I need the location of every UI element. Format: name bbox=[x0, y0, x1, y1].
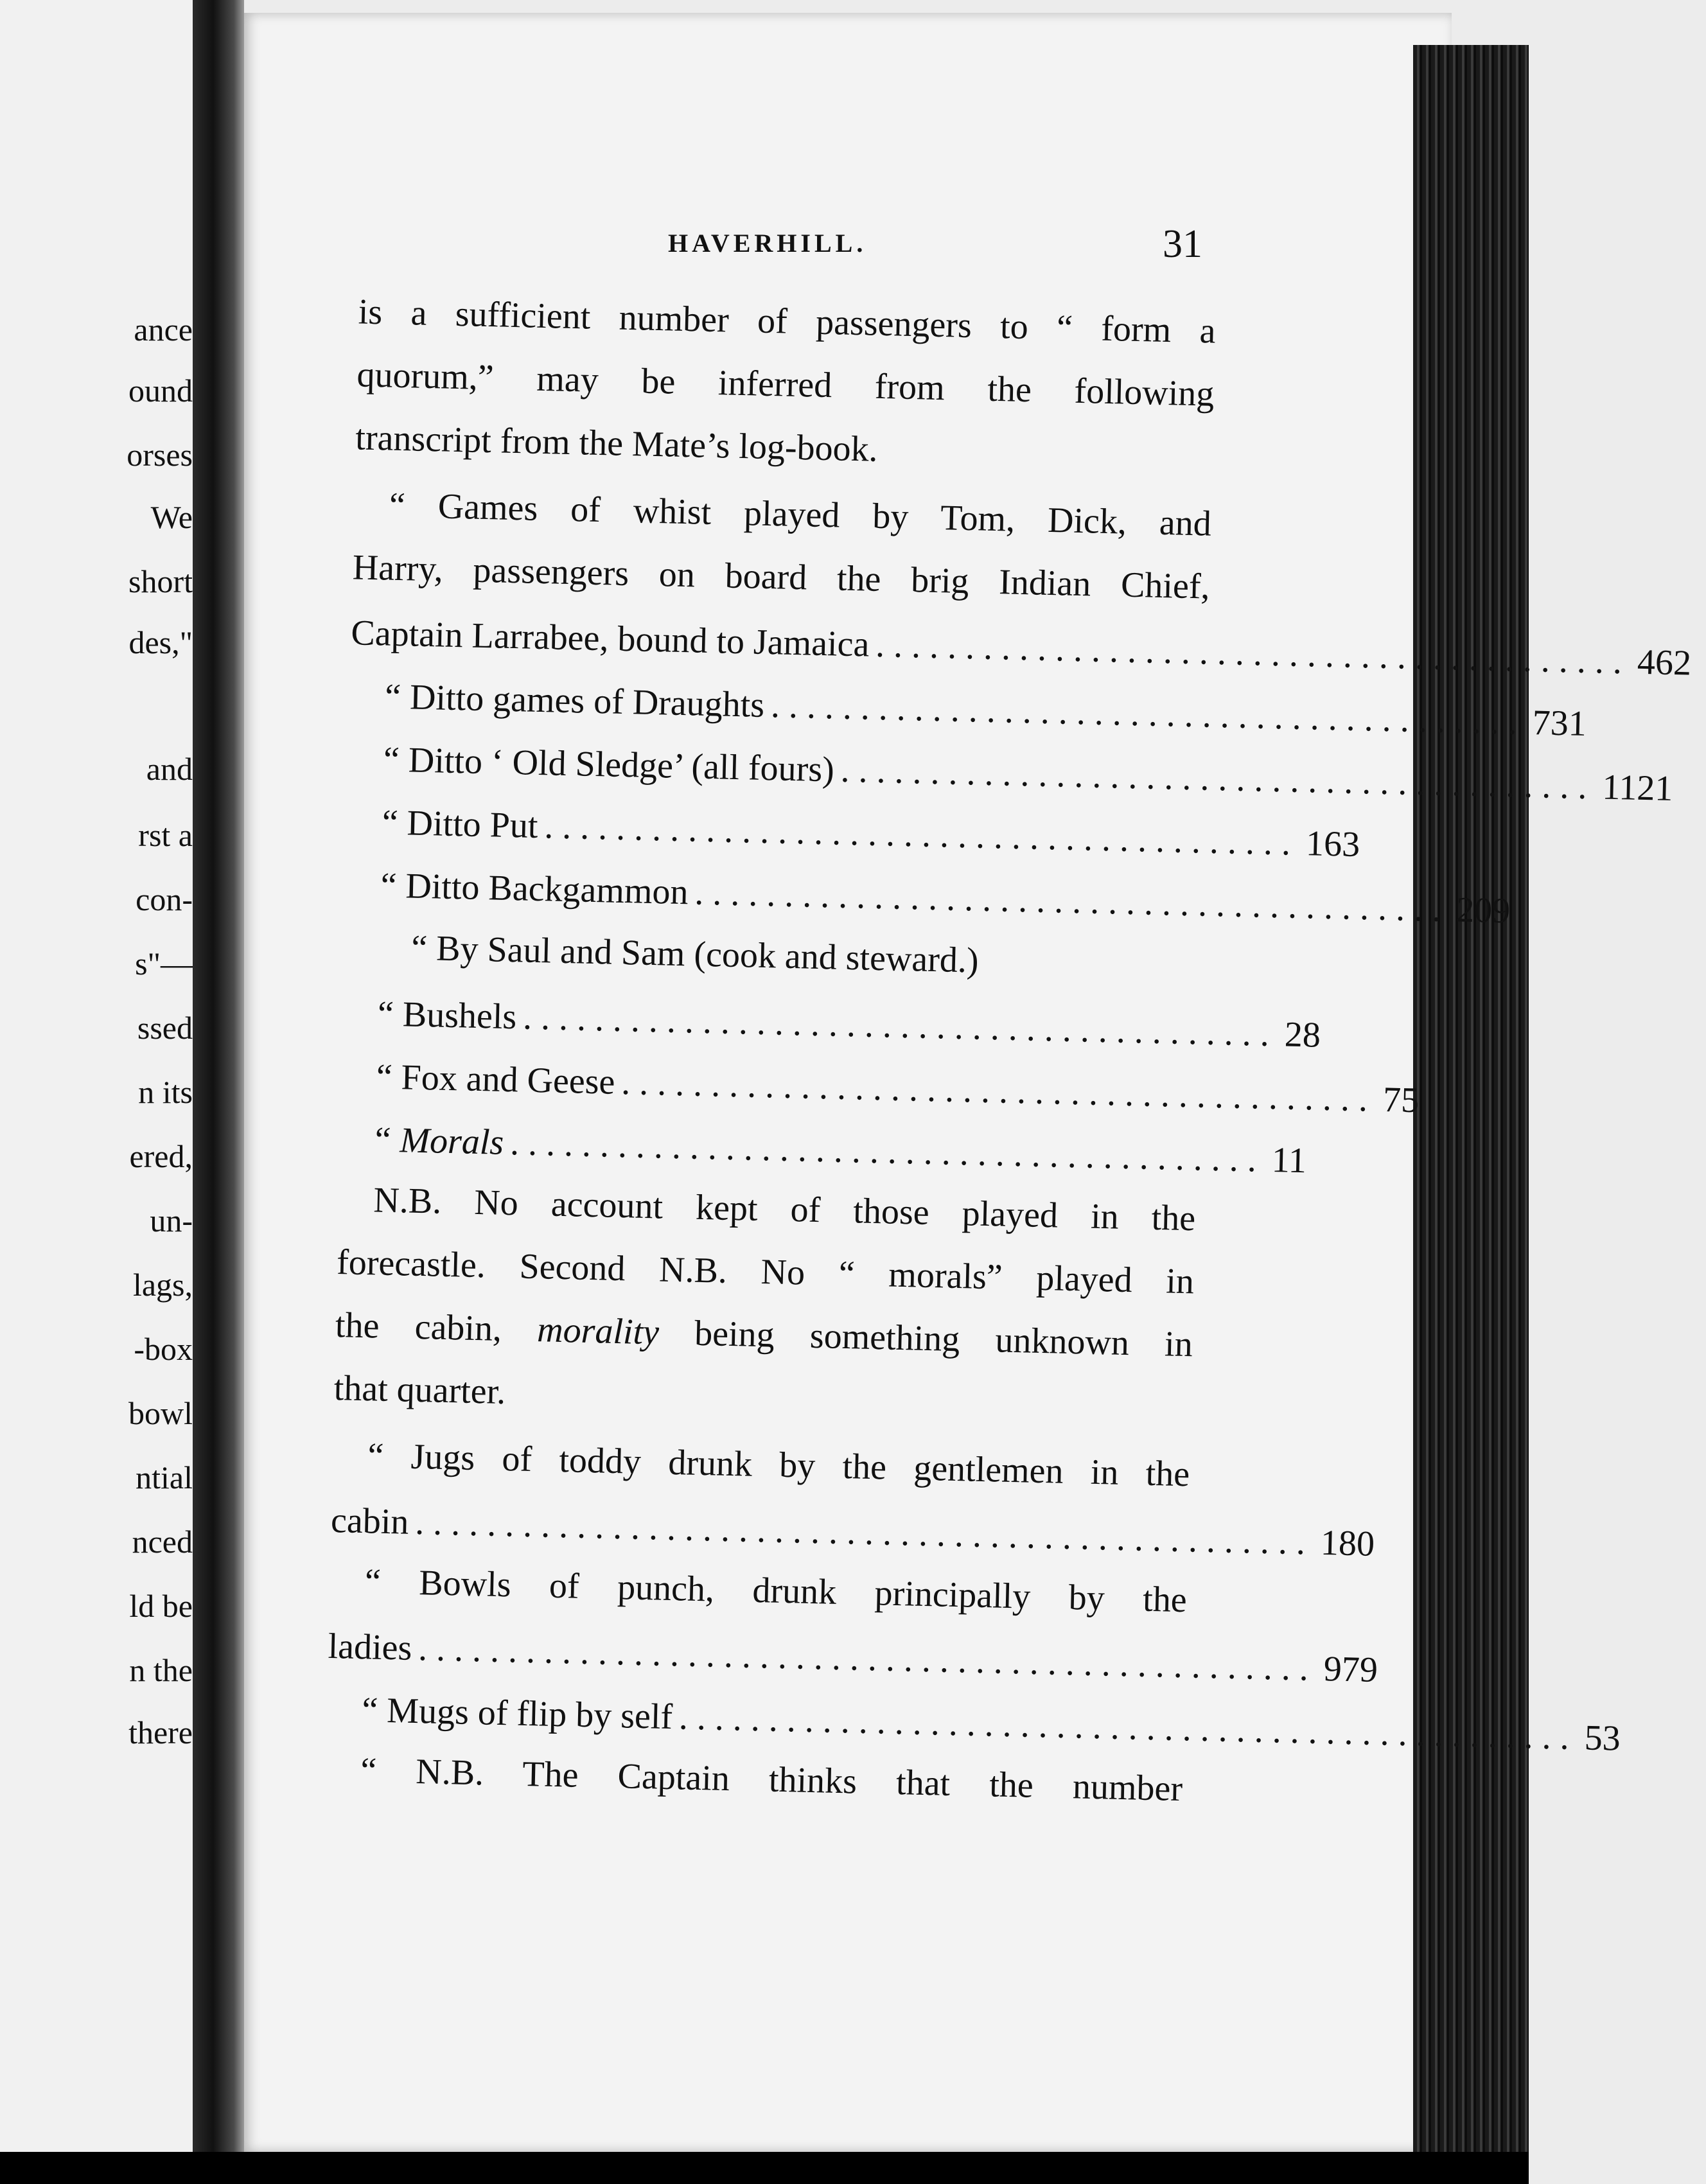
left-page-fragment: -box bbox=[134, 1331, 193, 1367]
tally-label: “ Mugs of flip by self bbox=[361, 1690, 673, 1738]
leader-dots: .......................................... bbox=[509, 1123, 1266, 1180]
left-page-fragment: n its bbox=[138, 1074, 193, 1110]
leader-dots: .................................................. bbox=[418, 1628, 1318, 1689]
left-page-fragment: nced bbox=[132, 1524, 193, 1560]
left-page-fragment: and bbox=[146, 751, 193, 787]
tally-value: 180 bbox=[1320, 1522, 1375, 1564]
left-page-fragment: lags, bbox=[132, 1267, 193, 1303]
leader-dots: .......................................... bbox=[840, 750, 1597, 807]
leader-dots: .......................................... bbox=[694, 872, 1450, 930]
tally-label-italic: Morals bbox=[399, 1120, 504, 1163]
tally-label: “ Ditto Put bbox=[382, 802, 539, 846]
tally-label bbox=[374, 1119, 504, 1163]
text-line: “ Jugs of toddy drunk by the gentlemen in the bbox=[367, 1436, 1190, 1495]
text-span: the cabin, bbox=[335, 1305, 538, 1350]
left-page-fragment: orses bbox=[127, 437, 193, 473]
left-page-fragment: short bbox=[128, 563, 193, 599]
leader-dots: .................................................. bbox=[678, 1697, 1579, 1758]
tally-label: “ Ditto ‘ Old Sledge’ (all fours) bbox=[383, 739, 835, 790]
book-gutter bbox=[193, 0, 244, 2184]
left-page-fragment: rst a bbox=[138, 817, 193, 853]
left-page-fragment: ntial bbox=[136, 1459, 193, 1495]
tally-label: “ Fox and Geese bbox=[376, 1057, 616, 1102]
text-line: is a sufficient number of passengers to “ form a bbox=[358, 292, 1217, 351]
tally-value: 462 bbox=[1637, 642, 1692, 683]
text-line: “ By Saul and Sam (cook and steward.) bbox=[410, 928, 980, 981]
left-page-fragment: n the bbox=[129, 1652, 193, 1688]
scan-border bbox=[0, 2152, 1529, 2184]
left-page-fragment: ered, bbox=[129, 1138, 193, 1174]
text-line: N.B. No account kept of those played in the bbox=[373, 1180, 1196, 1239]
left-page-fragment: s"— bbox=[135, 946, 193, 982]
page-edges bbox=[1413, 45, 1529, 2184]
tally-value: 1121 bbox=[1601, 767, 1674, 809]
tally-label: “ Ditto Backgammon bbox=[380, 865, 689, 913]
text-line: quorum,” may be inferred from the following bbox=[356, 355, 1215, 414]
tally-value: 979 bbox=[1323, 1649, 1378, 1690]
left-page-fragment: des," bbox=[128, 624, 193, 660]
leader-dots: .......................................... bbox=[522, 997, 1279, 1055]
tally-value: 731 bbox=[1532, 703, 1587, 744]
leader-dots: .................................................. bbox=[414, 1502, 1315, 1563]
tally-label: “ Bushels bbox=[377, 994, 517, 1037]
text-span: being something unknown in bbox=[658, 1312, 1193, 1365]
tally-value: 209 bbox=[1455, 890, 1511, 931]
page-number: 31 bbox=[1163, 222, 1202, 266]
text-line: “ Games of whist played by Tom, Dick, and bbox=[389, 485, 1212, 544]
tally-value: 11 bbox=[1271, 1140, 1307, 1181]
tally-value: 163 bbox=[1305, 823, 1360, 865]
text-line: transcript from the Mate’s log-book. bbox=[355, 418, 879, 470]
left-page-fragment: ound bbox=[128, 373, 193, 409]
left-page-fragment: We bbox=[150, 499, 193, 535]
left-page bbox=[0, 0, 193, 2184]
text-line: forecastle. Second N.B. No “ morals” played in bbox=[336, 1242, 1195, 1302]
left-page-fragment: un- bbox=[150, 1202, 193, 1238]
text-line: “ Bowls of punch, drunk principally by the bbox=[364, 1562, 1188, 1621]
left-page-fragment: con- bbox=[136, 881, 193, 917]
left-page-fragment: bowl bbox=[128, 1395, 193, 1431]
tally-value: 28 bbox=[1284, 1014, 1321, 1055]
tally-label: cabin bbox=[330, 1500, 410, 1542]
tally-label: Captain Larrabee, bound to Jamaica bbox=[350, 613, 870, 665]
leader-dots: .......................................... bbox=[620, 1062, 1377, 1120]
tally-value: 75 bbox=[1382, 1079, 1420, 1121]
tally-label: ladies bbox=[328, 1626, 413, 1668]
left-page-fragment: ance bbox=[134, 312, 193, 348]
tally-value: 53 bbox=[1584, 1718, 1621, 1759]
leader-dots: .......................................... bbox=[875, 624, 1631, 682]
left-page-fragment: ld be bbox=[129, 1588, 193, 1624]
running-head: HAVERHILL. bbox=[668, 229, 867, 258]
tally-label: “ Ditto games of Draughts bbox=[384, 676, 765, 725]
left-page-fragment: there bbox=[128, 1714, 193, 1750]
leader-dots: .......................................... bbox=[543, 806, 1300, 863]
left-page-fragment: ssed bbox=[137, 1010, 193, 1046]
quote-mark: “ bbox=[374, 1120, 401, 1161]
leader-dots: .......................................... bbox=[770, 685, 1527, 743]
text-line: Harry, passengers on board the brig Indian Chief, bbox=[352, 547, 1211, 607]
text-span-italic: morality bbox=[536, 1310, 660, 1353]
text-line: that quarter. bbox=[333, 1368, 506, 1413]
text-line: “ N.B. The Captain thinks that the number bbox=[360, 1750, 1183, 1810]
